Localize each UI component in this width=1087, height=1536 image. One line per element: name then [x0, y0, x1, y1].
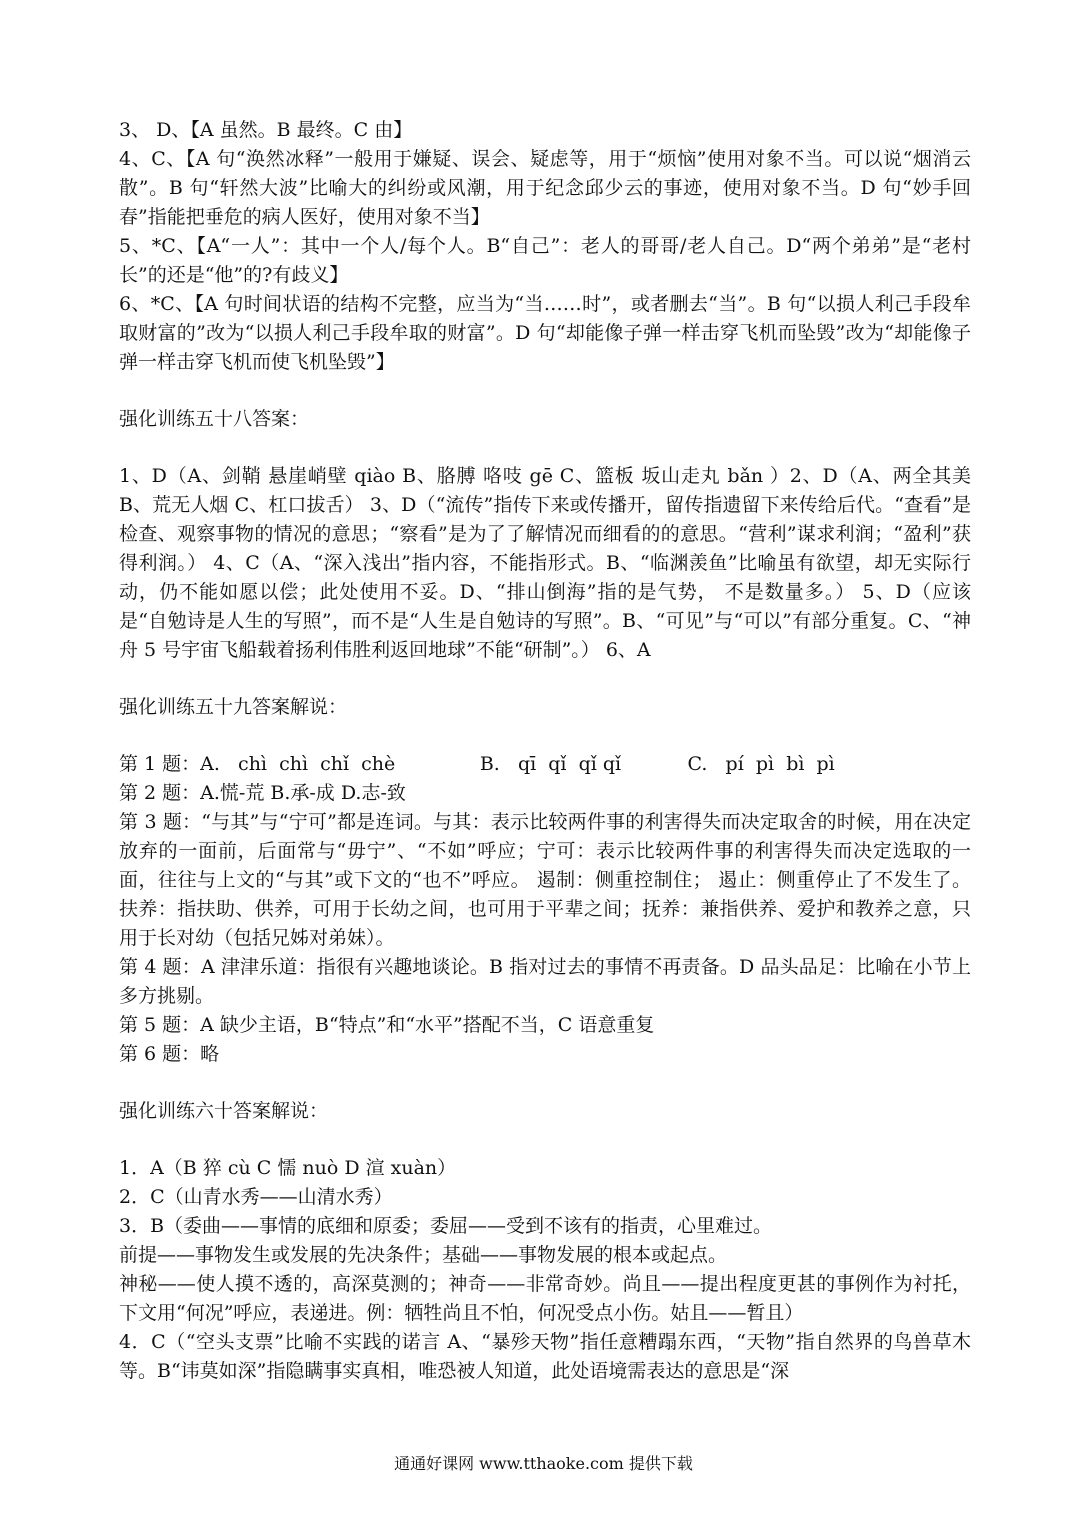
spacer — [119, 665, 971, 693]
spacer — [119, 722, 971, 750]
answer-line: 5、*C、【A“一人”：其中一个人/每个人。B“自己”：老人的哥哥/老人自己。D“两个弟弟”是“老村长”的还是“他”的?有歧义】 — [119, 235, 971, 286]
spacer — [119, 1069, 971, 1097]
answer-line: 第 1 题：A. chì chì chǐ chè B. qī qǐ qǐ qǐ C. pí pì bì pì — [119, 753, 835, 775]
answer-line: 1．A（B 猝 cù C 懦 nuò D 渲 xuàn） — [119, 1157, 457, 1179]
answer-line: 神秘——使人摸不透的，高深莫测的；神奇——非常奇妙。尚且——提出程度更甚的事例作为衬托，下文用“何况”呼应，表递进。例：牺牲尚且不怕，何况受点小伤。姑且——暂且） — [119, 1273, 971, 1324]
answer-line: 3、 D、【A 虽然。B 最终。C 由】 — [119, 119, 413, 141]
answer-line: 4、C、【A 句“涣然冰释”一般用于嫌疑、误会、疑虑等，用于“烦恼”使用对象不当。可以说“烟消云散”。B 句“轩然大波”比喻大的纠纷或风潮，用于纪念邱少云的事迹，使用对象不当。D 句“妙手回春”指能把垂危的病人医好，使用对象不当】 — [119, 148, 971, 228]
answer-line: 6、*C、【A 句时间状语的结构不完整，应当为“当……时”，或者删去“当”。B 句“以损人利己手段牟取财富的”改为“以损人利己手段牟取的财富”。D 句“却能像子弹一样击穿飞机而坠毁”改为“却能像子弹一样击穿飞机而使飞机坠毁”】 — [119, 293, 971, 373]
section-title: 强化训练六十答案解说： — [119, 1100, 329, 1122]
answer-line: 第 4 题：A 津津乐道：指很有兴趣地谈论。B 指对过去的事情不再责备。D 品头品足：比喻在小节上多方挑剔。 — [119, 956, 971, 1007]
answer-line: 第 3 题：“与其”与“宁可”都是连词。与其：表示比较两件事的利害得失而决定取舍的时候，用在决定放弃的一面前，后面常与“毋宁”、“不如”呼应；宁可：表示比较两件事的利害得失而决定选取的一面，往往与上文的“与其”或下文的“也不”呼应。 遏制：侧重控制住； 遏止：侧重停止了不发生了。 扶养：指扶助、供养，可用于长幼之间，也可用于平辈之间；抚养：兼指供养、爱护和教养之意，只用于长对幼（包括兄姊对弟妹）。 — [119, 811, 971, 949]
answer-paragraph: 1、D（A、剑鞘 悬崖峭壁 qiào B、胳膊 咯吱 gē C、篮板 坂山走丸 bǎn ）2、D（A、两全其美 B、荒无人烟 C、杠口拔舌） 3、D（“流传”指传下来或传播开，留传指遗留下来传给后代。“查看”是检查、观察事物的情况的意思；“察看”是为了了解情况而细看的的意思。“营利”谋求利润；“盈利”获得利润。） 4、C（A、“深入浅出”指内容，不能指形式。B、“临渊羡鱼”比喻虽有欲望，却无实际行动，仍不能如愿以偿；此处使用不妥。D、“排山倒海”指的是气势， 不是数量多。） 5、D（应该是“自勉诗是人生的写照”，而不是“人生是自勉诗的写照”。B、“可见”与“可以”有部分重复。C、“神舟 5 号宇宙飞船载着扬利伟胜利返回地球”不能“研制”。） 6、A — [119, 465, 971, 661]
spacer — [119, 377, 971, 405]
spacer — [119, 434, 971, 462]
section-57-answers — [119, 116, 971, 377]
answer-line: 4．C（“空头支票”比喻不实践的诺言 A、“暴殄天物”指任意糟蹋东西，“天物”指自然界的鸟兽草木等。B“讳莫如深”指隐瞒事实真相，唯恐被人知道，此处语境需表达的意思是“深 — [119, 1331, 971, 1382]
page-footer: 通通好课网 www.tthaoke.com 提供下载 — [394, 1454, 693, 1473]
answer-line: 第 2 题：A.慌-荒 B.承-成 D.志-致 — [119, 782, 406, 804]
answer-line: 第 6 题：略 — [119, 1043, 220, 1065]
answer-line: 前提——事物发生或发展的先决条件；基础——事物发展的根本或起点。 — [119, 1244, 728, 1266]
section-title: 强化训练五十八答案： — [119, 408, 310, 430]
document-body — [119, 116, 971, 1386]
section-58-answers — [119, 405, 971, 665]
answer-line: 2．C（山青水秀——山清水秀） — [119, 1186, 393, 1208]
section-title: 强化训练五十九答案解说： — [119, 696, 348, 718]
section-60-answers — [119, 1097, 971, 1386]
section-59-answers — [119, 693, 971, 1069]
answer-line: 第 5 题：A 缺少主语，B“特点”和“水平”搭配不当，C 语意重复 — [119, 1014, 655, 1036]
answer-line: 3．B（委曲——事情的底细和原委；委屈——受到不该有的指责，心里难过。 — [119, 1215, 773, 1237]
spacer — [119, 1126, 971, 1154]
